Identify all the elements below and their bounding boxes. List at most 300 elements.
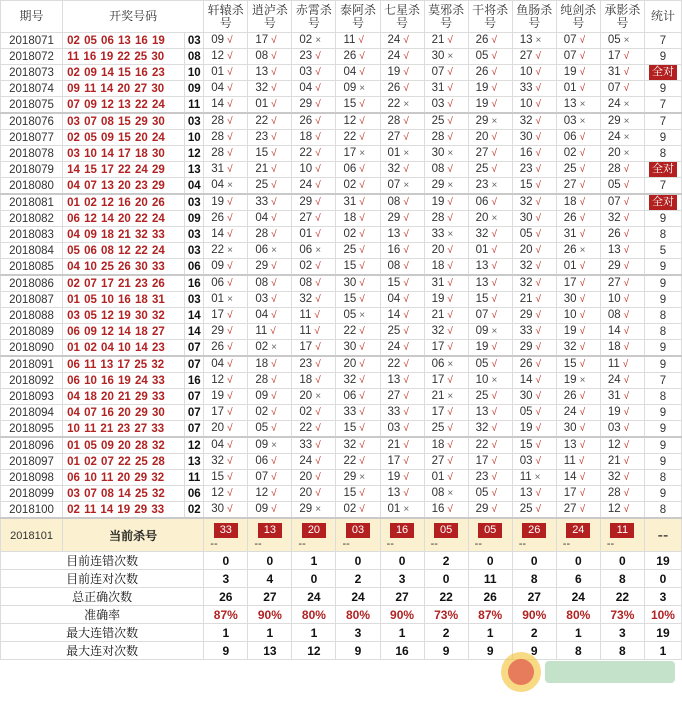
kill-cell xyxy=(556,356,600,373)
kill-number: 12 xyxy=(255,487,269,499)
kill-cell xyxy=(600,292,644,308)
correct-mark-icon: √ xyxy=(227,326,233,337)
header-row xyxy=(1,1,682,33)
kill-number: 10 xyxy=(475,374,489,386)
stat-cell xyxy=(644,194,681,211)
kill-cell xyxy=(556,81,600,97)
kill-number: 32 xyxy=(343,439,357,451)
kill-cell xyxy=(292,275,336,292)
kill-number: 17 xyxy=(431,374,445,386)
kill-number: 18 xyxy=(431,260,445,272)
correct-mark-icon: √ xyxy=(491,310,497,321)
kill-cell xyxy=(204,373,248,389)
current-kill-cell xyxy=(292,518,336,552)
correct-mark-icon: √ xyxy=(535,294,542,305)
wrong-mark-icon: × xyxy=(315,504,322,515)
table-row xyxy=(1,97,682,114)
current-kill-result: -- xyxy=(606,538,615,550)
wrong-mark-icon: × xyxy=(447,148,454,159)
kill-number: 19 xyxy=(563,325,577,337)
draw-numbers: 10 11 21 23 27 33 xyxy=(63,421,185,438)
correct-mark-icon: √ xyxy=(271,456,277,467)
kill-cell xyxy=(556,97,600,114)
stat-value: 7 xyxy=(659,179,667,192)
header-method: 七星杀号 xyxy=(380,1,424,33)
wrong-mark-icon: × xyxy=(447,391,454,402)
kill-cell xyxy=(468,49,512,65)
summary-value: 90% xyxy=(512,606,556,624)
correct-mark-icon: √ xyxy=(271,278,277,289)
kill-cell xyxy=(204,65,248,81)
kill-number: 28 xyxy=(255,374,269,386)
wrong-mark-icon: × xyxy=(579,375,586,386)
kill-number: 06 xyxy=(343,163,357,175)
wrong-mark-icon: × xyxy=(534,472,541,483)
kill-cell xyxy=(512,470,556,486)
summary-row xyxy=(1,606,682,624)
current-kill-cell xyxy=(556,518,600,552)
kill-number: 05 xyxy=(475,358,489,370)
special-number: 03 xyxy=(185,292,204,308)
kill-number: 21 xyxy=(431,34,445,46)
kill-cell xyxy=(204,421,248,438)
kill-number: 01 xyxy=(255,98,269,110)
kill-number: 27 xyxy=(387,131,401,143)
correct-mark-icon: √ xyxy=(491,245,497,256)
kill-number: 21 xyxy=(431,309,445,321)
kill-cell xyxy=(424,178,468,195)
summary-value: 27 xyxy=(512,588,556,606)
kill-cell xyxy=(468,33,512,49)
kill-number: 22 xyxy=(343,325,357,337)
current-kill-number: 05 xyxy=(434,523,458,538)
kill-number: 14 xyxy=(211,228,225,240)
correct-mark-icon: √ xyxy=(271,359,277,370)
stat-value: 9 xyxy=(659,293,667,306)
summary-value: 80% xyxy=(292,606,336,624)
draw-numbers: 06 12 14 20 22 24 xyxy=(63,211,185,227)
kill-cell xyxy=(512,243,556,259)
correct-mark-icon: √ xyxy=(315,488,321,499)
correct-mark-icon: √ xyxy=(271,180,277,191)
kill-number: 15 xyxy=(343,293,357,305)
special-number: 12 xyxy=(185,437,204,454)
stat-cell xyxy=(644,340,681,357)
kill-number: 21 xyxy=(519,293,533,305)
kill-number: 22 xyxy=(255,115,269,127)
period-cell: 2018094 xyxy=(1,405,63,421)
summary-value: 3 xyxy=(600,624,644,642)
kill-number: 08 xyxy=(299,277,313,289)
kill-number: 25 xyxy=(387,325,401,337)
kill-cell xyxy=(204,162,248,178)
kill-cell xyxy=(424,502,468,519)
correct-mark-icon: √ xyxy=(403,261,409,272)
special-number: 08 xyxy=(185,49,204,65)
correct-mark-icon: √ xyxy=(315,83,321,94)
summary-value: 27 xyxy=(248,588,292,606)
summary-value: 2 xyxy=(512,624,556,642)
summary-value: 24 xyxy=(556,588,600,606)
summary-value: 0 xyxy=(512,552,556,570)
kill-cell xyxy=(600,437,644,454)
kill-number: 26 xyxy=(299,115,313,127)
summary-value: 19 xyxy=(644,552,681,570)
period-cell: 2018090 xyxy=(1,340,63,357)
summary-value: 87% xyxy=(204,606,248,624)
header-method: 轩辕杀号 xyxy=(204,1,248,33)
kill-number: 30 xyxy=(211,503,225,515)
stat-value: 8 xyxy=(659,503,667,516)
kill-number: 01 xyxy=(211,293,225,305)
summary-value: 4 xyxy=(248,570,292,588)
kill-number: 32 xyxy=(343,374,357,386)
kill-number: 19 xyxy=(211,390,225,402)
period-cell: 2018093 xyxy=(1,389,63,405)
kill-cell xyxy=(556,421,600,438)
kill-number: 19 xyxy=(475,98,489,110)
kill-number: 07 xyxy=(475,309,489,321)
kill-cell xyxy=(204,243,248,259)
summary-value: 24 xyxy=(292,588,336,606)
kill-number: 07 xyxy=(255,471,269,483)
kill-cell xyxy=(512,65,556,81)
draw-numbers: 03 10 14 17 18 30 xyxy=(63,146,185,162)
correct-mark-icon: √ xyxy=(491,229,497,240)
kill-number: 27 xyxy=(387,390,401,402)
correct-mark-icon: √ xyxy=(623,310,630,321)
correct-mark-icon: √ xyxy=(491,164,497,175)
wrong-mark-icon: × xyxy=(623,116,630,127)
kill-cell xyxy=(380,130,424,146)
correct-mark-icon: √ xyxy=(403,35,409,46)
kill-number: 11 xyxy=(255,325,268,337)
correct-mark-icon: √ xyxy=(227,504,233,515)
correct-mark-icon: √ xyxy=(579,326,586,337)
correct-mark-icon: √ xyxy=(623,213,630,224)
kill-number: 28 xyxy=(255,228,269,240)
kill-number: 11 xyxy=(563,455,576,467)
kill-number: 08 xyxy=(607,309,621,321)
summary-value: 26 xyxy=(468,588,512,606)
kill-cell xyxy=(248,308,292,324)
kill-number: 09 xyxy=(255,390,269,402)
kill-number: 22 xyxy=(343,131,357,143)
correct-mark-icon: √ xyxy=(359,294,365,305)
stat-value: 8 xyxy=(659,309,667,322)
correct-mark-icon: √ xyxy=(227,472,233,483)
summary-value: 8 xyxy=(600,642,644,660)
kill-number: 25 xyxy=(519,503,533,515)
all-correct-badge: 全对 xyxy=(649,195,677,210)
correct-mark-icon: √ xyxy=(579,67,586,78)
kill-number: 24 xyxy=(387,34,401,46)
kill-number: 31 xyxy=(563,228,577,240)
kill-cell xyxy=(336,178,380,195)
summary-label: 目前连对次数 xyxy=(1,570,204,588)
stat-value: 8 xyxy=(659,325,667,338)
current-kill-cell xyxy=(204,518,248,552)
kill-cell xyxy=(468,146,512,162)
header-draw: 开奖号码 xyxy=(63,1,204,33)
kill-number: 28 xyxy=(431,212,445,224)
kill-number: 26 xyxy=(387,82,401,94)
correct-mark-icon: √ xyxy=(447,342,453,353)
correct-mark-icon: √ xyxy=(315,359,321,370)
header-period: 期号 xyxy=(1,1,63,33)
stat-cell xyxy=(644,502,681,519)
kill-number: 02 xyxy=(299,260,313,272)
correct-mark-icon: √ xyxy=(535,229,542,240)
kill-cell xyxy=(380,356,424,373)
kill-number: 15 xyxy=(211,471,225,483)
kill-cell xyxy=(204,33,248,49)
table-row xyxy=(1,486,682,502)
kill-number: 03 xyxy=(519,455,533,467)
kill-cell xyxy=(336,113,380,130)
correct-mark-icon: √ xyxy=(403,294,409,305)
stat-cell xyxy=(644,259,681,276)
stat-cell xyxy=(644,178,681,195)
correct-mark-icon: √ xyxy=(447,35,453,46)
kill-number: 31 xyxy=(607,390,621,402)
kill-cell xyxy=(292,454,336,470)
correct-mark-icon: √ xyxy=(271,35,277,46)
correct-mark-icon: √ xyxy=(271,229,277,240)
correct-mark-icon: √ xyxy=(535,116,542,127)
kill-cell xyxy=(424,470,468,486)
kill-number: 11 xyxy=(299,309,312,321)
table-row xyxy=(1,275,682,292)
kill-number: 02 xyxy=(343,228,357,240)
correct-mark-icon: √ xyxy=(491,278,497,289)
correct-mark-icon: √ xyxy=(403,423,409,434)
period-cell: 2018089 xyxy=(1,324,63,340)
special-number: 11 xyxy=(185,470,204,486)
correct-mark-icon: √ xyxy=(447,456,453,467)
kill-cell xyxy=(380,421,424,438)
correct-mark-icon: √ xyxy=(227,261,233,272)
kill-number: 04 xyxy=(211,439,225,451)
kill-number: 01 xyxy=(299,228,313,240)
kill-cell xyxy=(468,389,512,405)
kill-cell xyxy=(248,454,292,470)
kill-number: 04 xyxy=(299,82,313,94)
correct-mark-icon: √ xyxy=(315,197,321,208)
kill-number: 24 xyxy=(607,98,621,110)
current-kill-cell xyxy=(468,518,512,552)
correct-mark-icon: √ xyxy=(403,67,409,78)
kill-cell xyxy=(424,356,468,373)
kill-number: 07 xyxy=(387,179,401,191)
table-row xyxy=(1,211,682,227)
kill-number: 07 xyxy=(607,82,621,94)
kill-cell xyxy=(600,227,644,243)
stat-value: 8 xyxy=(659,147,667,160)
kill-cell xyxy=(248,421,292,438)
stat-cell xyxy=(644,324,681,340)
kill-number: 03 xyxy=(387,422,401,434)
kill-cell xyxy=(556,405,600,421)
stat-cell xyxy=(644,470,681,486)
correct-mark-icon: √ xyxy=(403,359,409,370)
kill-number: 24 xyxy=(607,131,621,143)
correct-mark-icon: √ xyxy=(623,456,630,467)
kill-number: 04 xyxy=(387,293,401,305)
kill-cell xyxy=(424,259,468,276)
kill-cell xyxy=(424,162,468,178)
kill-number: 14 xyxy=(211,98,225,110)
wrong-mark-icon: × xyxy=(359,310,366,321)
correct-mark-icon: √ xyxy=(227,359,233,370)
current-period: 2018101 xyxy=(1,518,63,552)
kill-cell xyxy=(248,356,292,373)
kill-cell xyxy=(468,211,512,227)
draw-numbers: 05 06 08 12 22 24 xyxy=(63,243,185,259)
kill-cell xyxy=(512,373,556,389)
period-cell: 2018098 xyxy=(1,470,63,486)
table-row xyxy=(1,146,682,162)
correct-mark-icon: √ xyxy=(447,423,453,434)
kill-number: 01 xyxy=(431,471,445,483)
kill-number: 20 xyxy=(299,390,313,402)
special-number: 14 xyxy=(185,308,204,324)
stat-cell xyxy=(644,292,681,308)
kill-cell xyxy=(204,275,248,292)
correct-mark-icon: √ xyxy=(447,213,453,224)
correct-mark-icon: √ xyxy=(491,99,497,110)
kill-cell xyxy=(204,211,248,227)
special-number: 06 xyxy=(185,486,204,502)
kill-number: 09 xyxy=(211,34,225,46)
kill-number: 03 xyxy=(607,422,621,434)
period-cell: 2018082 xyxy=(1,211,63,227)
draw-numbers: 04 18 20 21 29 33 xyxy=(63,389,185,405)
kill-number: 08 xyxy=(431,163,445,175)
correct-mark-icon: √ xyxy=(359,245,365,256)
kill-number: 29 xyxy=(607,115,621,127)
kill-cell xyxy=(248,324,292,340)
kill-cell xyxy=(556,340,600,357)
correct-mark-icon: √ xyxy=(491,504,497,515)
stat-cell xyxy=(644,275,681,292)
summary-value: 9 xyxy=(204,642,248,660)
correct-mark-icon: √ xyxy=(535,213,542,224)
correct-mark-icon: √ xyxy=(623,67,630,78)
correct-mark-icon: √ xyxy=(491,261,497,272)
kill-cell xyxy=(556,324,600,340)
stat-cell xyxy=(644,486,681,502)
correct-mark-icon: √ xyxy=(271,148,277,159)
wrong-mark-icon: × xyxy=(315,245,322,256)
special-number: 03 xyxy=(185,243,204,259)
summary-value: 22 xyxy=(424,588,468,606)
kill-cell xyxy=(204,113,248,130)
kill-cell xyxy=(424,486,468,502)
summary-value: 10% xyxy=(644,606,681,624)
current-kill-number: 16 xyxy=(390,523,414,538)
stat-cell xyxy=(644,405,681,421)
kill-cell xyxy=(556,211,600,227)
kill-number: 21 xyxy=(387,439,401,451)
correct-mark-icon: √ xyxy=(491,132,497,143)
kill-number: 28 xyxy=(607,163,621,175)
correct-mark-icon: √ xyxy=(315,472,321,483)
correct-mark-icon: √ xyxy=(271,67,277,78)
correct-mark-icon: √ xyxy=(271,423,277,434)
kill-number: 06 xyxy=(211,277,225,289)
kill-number: 15 xyxy=(343,422,357,434)
kill-cell xyxy=(556,243,600,259)
correct-mark-icon: √ xyxy=(403,488,409,499)
kill-cell xyxy=(600,486,644,502)
kill-number: 20 xyxy=(211,422,225,434)
kill-cell xyxy=(512,194,556,211)
kill-cell xyxy=(292,113,336,130)
kill-number: 29 xyxy=(299,98,313,110)
current-kill-result: -- xyxy=(518,538,527,550)
kill-number: 17 xyxy=(343,147,357,159)
kill-number: 19 xyxy=(607,406,621,418)
summary-value: 0 xyxy=(600,552,644,570)
kill-cell xyxy=(512,162,556,178)
stat-cell xyxy=(644,454,681,470)
kill-cell xyxy=(424,130,468,146)
kill-number: 33 xyxy=(519,82,533,94)
table-row xyxy=(1,292,682,308)
summary-value: 19 xyxy=(644,624,681,642)
kill-number: 15 xyxy=(519,179,533,191)
kill-number: 24 xyxy=(607,374,621,386)
current-kill-number: 03 xyxy=(346,523,370,538)
period-cell: 2018084 xyxy=(1,243,63,259)
stat-cell xyxy=(644,162,681,178)
kill-cell xyxy=(468,259,512,276)
kill-number: 22 xyxy=(475,439,489,451)
correct-mark-icon: √ xyxy=(535,83,542,94)
wrong-mark-icon: × xyxy=(271,342,277,353)
correct-mark-icon: √ xyxy=(623,261,630,272)
kill-number: 29 xyxy=(343,471,357,483)
correct-mark-icon: √ xyxy=(403,164,409,175)
kill-cell xyxy=(204,146,248,162)
kill-cell xyxy=(292,502,336,519)
kill-number: 32 xyxy=(607,212,621,224)
kill-number: 24 xyxy=(563,406,577,418)
kill-cell xyxy=(292,243,336,259)
correct-mark-icon: √ xyxy=(578,456,585,467)
correct-mark-icon: √ xyxy=(359,423,365,434)
kill-number: 02 xyxy=(299,406,313,418)
kill-cell xyxy=(292,33,336,49)
correct-mark-icon: √ xyxy=(535,407,542,418)
kill-number: 30 xyxy=(343,341,357,353)
kill-cell xyxy=(600,65,644,81)
kill-number: 09 xyxy=(255,439,269,451)
kill-number: 32 xyxy=(519,260,533,272)
correct-mark-icon: √ xyxy=(535,148,542,159)
kill-cell xyxy=(336,259,380,276)
kill-number: 28 xyxy=(211,147,225,159)
summary-value: 2 xyxy=(336,570,380,588)
kill-cell xyxy=(600,81,644,97)
correct-mark-icon: √ xyxy=(359,197,365,208)
wrong-mark-icon: × xyxy=(447,229,454,240)
kill-number: 04 xyxy=(343,66,357,78)
kill-number: 29 xyxy=(299,196,313,208)
kill-cell xyxy=(380,211,424,227)
kill-cell xyxy=(512,146,556,162)
